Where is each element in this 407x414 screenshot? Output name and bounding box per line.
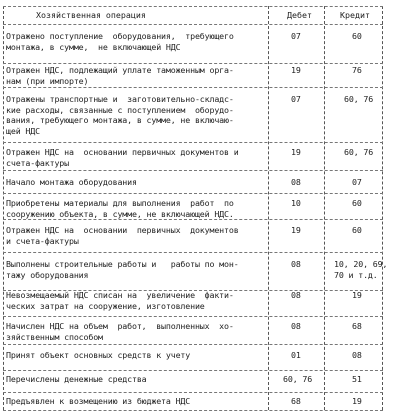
operation-line: вания, требующего монтажа, в сумме, не включаю-	[6, 115, 234, 125]
row-rule	[3, 344, 383, 345]
credit-line: 60, 76	[344, 94, 374, 104]
column-rule	[268, 6, 269, 410]
operation-cell	[6, 31, 266, 52]
operation-line: счета-фактуры	[6, 157, 69, 168]
credit-line: 10, 20, 69,	[334, 259, 388, 269]
operation-cell	[6, 177, 266, 188]
row-rule	[3, 63, 383, 64]
credit-cell	[352, 65, 362, 76]
debit-cell: 08	[291, 321, 301, 331]
operation-cell	[6, 147, 266, 168]
operation-line: Начало монтажа оборудования	[6, 177, 137, 187]
operation-cell	[6, 290, 266, 311]
operation-line: монтажа, в сумме, не включающей НДС	[6, 41, 181, 52]
operation-line: Принят объект основных средств к учету	[6, 350, 191, 360]
operation-line: ческих затрат на сооружение, изготовление	[6, 300, 205, 311]
row-rule	[3, 392, 383, 393]
credit-cell	[352, 396, 362, 407]
credit-line: 08	[352, 350, 362, 360]
row-rule	[3, 170, 383, 171]
operation-line: Отражены транспортные и заготовительно-складс-	[6, 94, 234, 104]
credit-cell	[352, 321, 362, 332]
operation-line: зяйственным способом	[6, 331, 103, 342]
credit-line: 51	[352, 374, 362, 384]
row-rule	[3, 87, 383, 88]
credit-line: 60	[352, 198, 362, 208]
credit-cell	[352, 225, 362, 236]
operation-line: Отражен НДС, подлежащий уплате таможенным орга-	[6, 65, 234, 75]
header-credit: Кредит	[340, 10, 370, 20]
debit-cell: 07	[291, 94, 301, 104]
operation-cell	[6, 225, 266, 246]
credit-line: 60, 76	[344, 147, 374, 157]
credit-line: 70 и т.д.	[334, 269, 378, 280]
credit-cell	[352, 374, 362, 385]
operation-cell	[6, 198, 266, 219]
row-rule	[3, 193, 383, 194]
operation-line: Перечислены денежные средства	[6, 374, 147, 384]
operation-line: Предъявлен к возмещению из бюджета НДС	[6, 396, 191, 406]
operation-cell	[6, 321, 266, 342]
credit-cell	[344, 94, 373, 105]
operation-cell	[6, 396, 266, 407]
header-debit: Дебет	[287, 10, 312, 20]
debit-cell: 07	[291, 31, 301, 41]
operation-cell	[6, 94, 266, 136]
operation-line: Отражено поступление оборудования, требующего	[6, 31, 234, 41]
credit-line: 19	[352, 396, 362, 406]
operation-line: Приобретены материалы для выполнения работ по	[6, 198, 234, 208]
credit-cell	[334, 259, 387, 280]
operation-line: тажу оборудования	[6, 269, 89, 280]
debit-cell: 19	[291, 147, 301, 157]
operation-line: Отражен НДС на основании первичных документов и	[6, 147, 239, 157]
row-rule	[3, 410, 383, 411]
operation-cell	[6, 374, 266, 385]
debit-cell: 68	[291, 396, 301, 406]
debit-cell: 08	[291, 259, 301, 269]
credit-line: 60	[352, 31, 362, 41]
operation-cell	[6, 350, 266, 361]
operation-line: щей НДС	[6, 125, 40, 136]
operation-cell	[6, 259, 266, 280]
row-rule	[3, 316, 383, 317]
debit-cell: 10	[291, 198, 301, 208]
credit-line: 19	[352, 290, 362, 300]
column-rule	[382, 6, 383, 410]
credit-cell	[352, 290, 362, 301]
credit-cell	[352, 350, 362, 361]
credit-line: 76	[352, 65, 362, 75]
row-rule	[3, 219, 383, 220]
credit-cell	[352, 198, 362, 209]
operation-line: и счета-фактуры	[6, 235, 79, 246]
credit-cell	[352, 31, 362, 42]
debit-cell: 60, 76	[283, 374, 313, 384]
credit-line: 60	[352, 225, 362, 235]
header-operation: Хозяйственная операция	[36, 10, 146, 20]
credit-cell	[352, 177, 362, 188]
row-rule	[3, 370, 383, 371]
debit-cell: 19	[291, 65, 301, 75]
operation-line: Невозмещаемый НДС списан на увеличение факти-	[6, 290, 234, 300]
debit-cell: 19	[291, 225, 301, 235]
row-rule	[3, 24, 383, 25]
operation-line: Отражен НДС на основании первичных документов	[6, 225, 239, 235]
debit-cell: 01	[291, 350, 301, 360]
operation-cell	[6, 65, 266, 86]
row-rule	[3, 252, 383, 253]
credit-line: 68	[352, 321, 362, 331]
operation-line: Начислен НДС на объем работ, выполненных хо-	[6, 321, 234, 331]
row-rule	[3, 6, 383, 7]
column-rule	[3, 6, 4, 410]
operation-line: Выполнены строительные работы и работы по мон-	[6, 259, 239, 269]
credit-cell	[344, 147, 373, 158]
row-rule	[3, 142, 383, 143]
operation-line: сооружению объекта, в сумме, не включающей НДС.	[6, 208, 234, 219]
operation-line: нам (при импорте)	[6, 75, 89, 86]
debit-cell: 08	[291, 177, 301, 187]
operation-line: кие расходы, связанные с поступлением оборудо-	[6, 104, 234, 115]
debit-cell: 08	[291, 290, 301, 300]
credit-line: 07	[352, 177, 362, 187]
column-rule	[324, 6, 325, 410]
